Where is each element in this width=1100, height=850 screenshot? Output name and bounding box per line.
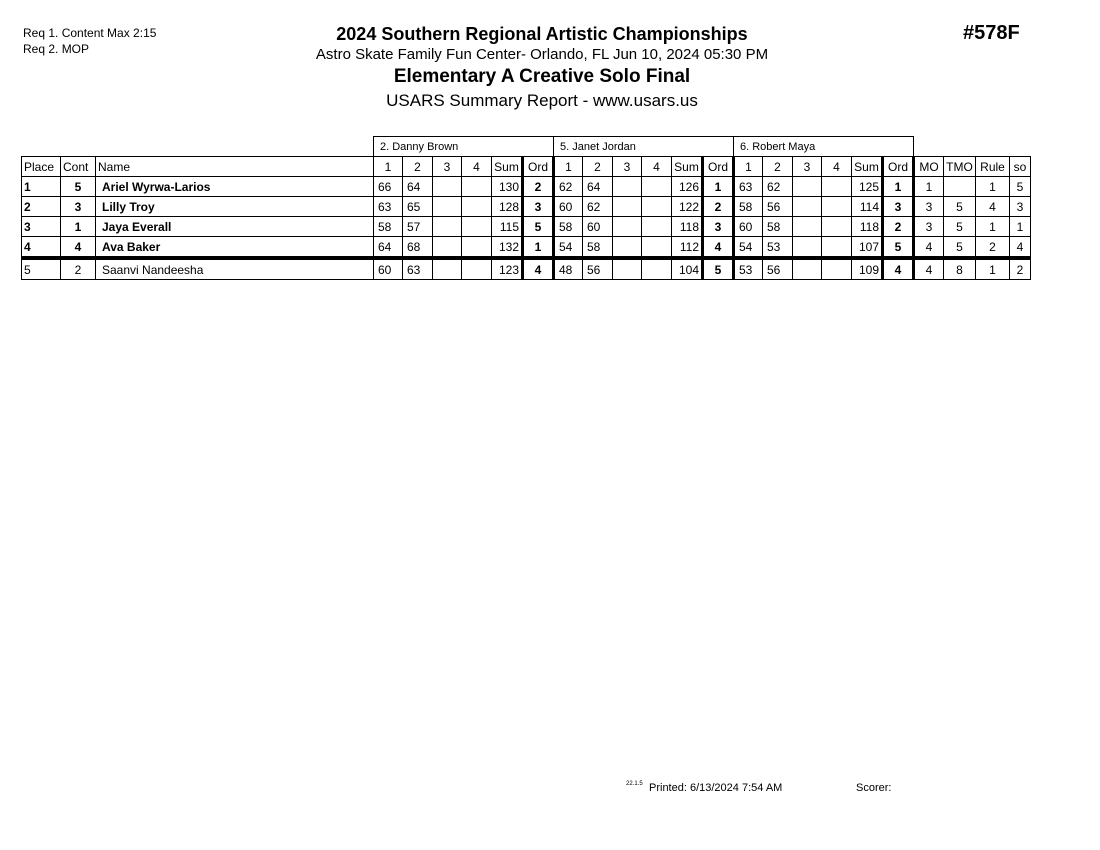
col-tmo: TMO — [944, 157, 976, 177]
place-cell: 3 — [22, 217, 61, 237]
ordinal-cell: 5 — [883, 237, 914, 259]
col-judge-2-mark-4: 4 — [642, 157, 672, 177]
mark-cell: 54 — [734, 237, 763, 259]
table-row — [22, 258, 1031, 280]
sum-cell: 132 — [492, 237, 523, 259]
judge-2-name: 5. Janet Jordan — [554, 137, 734, 157]
col-mo: MO — [914, 157, 944, 177]
place-cell: 5 — [22, 258, 61, 280]
mark-cell — [793, 217, 822, 237]
ordinal-cell: 4 — [523, 258, 554, 280]
sum-cell: 125 — [852, 177, 883, 197]
sum-cell: 126 — [672, 177, 703, 197]
mark-cell: 63 — [374, 197, 403, 217]
sum-cell: 109 — [852, 258, 883, 280]
skater-name: Jaya Everall — [96, 217, 374, 237]
requirements — [23, 25, 156, 57]
so-cell: 5 — [1010, 177, 1031, 197]
competition-title: 2024 Southern Regional Artistic Championships — [336, 24, 748, 44]
mark-cell: 63 — [403, 258, 433, 280]
col-so: so — [1010, 157, 1031, 177]
mark-cell — [613, 197, 642, 217]
tmo-cell: 5 — [944, 217, 976, 237]
mark-cell: 58 — [763, 217, 793, 237]
mark-cell — [462, 177, 492, 197]
col-judge-2-sum: Sum — [672, 157, 703, 177]
sum-cell: 104 — [672, 258, 703, 280]
mark-cell — [793, 258, 822, 280]
mark-cell: 58 — [583, 237, 613, 259]
cont-cell: 5 — [61, 177, 96, 197]
mark-cell — [462, 258, 492, 280]
mark-cell: 57 — [403, 217, 433, 237]
event-number: #578F — [963, 22, 1020, 44]
mark-cell — [613, 258, 642, 280]
table-row — [22, 217, 1031, 237]
rule-cell: 4 — [976, 197, 1010, 217]
mark-cell: 56 — [763, 197, 793, 217]
mark-cell — [462, 237, 492, 259]
place-cell: 2 — [22, 197, 61, 217]
mark-cell — [793, 197, 822, 217]
skater-name: Saanvi Nandeesha — [96, 258, 374, 280]
mark-cell — [433, 217, 462, 237]
ordinal-cell: 2 — [883, 217, 914, 237]
so-cell: 2 — [1010, 258, 1031, 280]
ordinal-cell: 3 — [703, 217, 734, 237]
mark-cell — [462, 197, 492, 217]
mark-cell: 58 — [554, 217, 583, 237]
col-judge-3-sum: Sum — [852, 157, 883, 177]
mark-cell: 62 — [554, 177, 583, 197]
mark-cell — [822, 197, 852, 217]
mark-cell: 56 — [583, 258, 613, 280]
sum-cell: 123 — [492, 258, 523, 280]
col-judge-3-ord: Ord — [883, 157, 914, 177]
mark-cell — [613, 217, 642, 237]
skater-name: Ava Baker — [96, 237, 374, 259]
sum-cell: 107 — [852, 237, 883, 259]
so-cell: 1 — [1010, 217, 1031, 237]
ordinal-cell: 1 — [883, 177, 914, 197]
so-cell: 4 — [1010, 237, 1031, 259]
table-row — [22, 237, 1031, 259]
col-judge-1-mark-2: 2 — [403, 157, 433, 177]
tmo-cell: 8 — [944, 258, 976, 280]
mark-cell — [642, 258, 672, 280]
col-judge-1-mark-1: 1 — [374, 157, 403, 177]
mark-cell — [433, 177, 462, 197]
judges-row — [22, 137, 1031, 157]
version-stamp: 22.1.5 — [626, 781, 643, 787]
col-judge-3-mark-1: 1 — [734, 157, 763, 177]
mark-cell — [822, 177, 852, 197]
col-judge-1-mark-4: 4 — [462, 157, 492, 177]
sum-cell: 118 — [672, 217, 703, 237]
col-judge-1-mark-3: 3 — [433, 157, 462, 177]
mark-cell: 65 — [403, 197, 433, 217]
col-judge-2-mark-1: 1 — [554, 157, 583, 177]
event-title: Elementary A Creative Solo Final — [393, 66, 691, 87]
mark-cell — [822, 258, 852, 280]
col-judge-1-sum: Sum — [492, 157, 523, 177]
rule-cell: 1 — [976, 258, 1010, 280]
col-judge-2-mark-3: 3 — [613, 157, 642, 177]
col-name: Name — [96, 157, 374, 177]
report-title: USARS Summary Report - www.usars.us — [386, 91, 698, 110]
cont-cell: 1 — [61, 217, 96, 237]
report-header — [180, 22, 904, 112]
ordinal-cell: 2 — [523, 177, 554, 197]
mark-cell — [433, 237, 462, 259]
cont-cell: 4 — [61, 237, 96, 259]
mark-cell — [433, 258, 462, 280]
requirement-2: Req 2. MOP — [23, 42, 90, 56]
col-judge-3-mark-3: 3 — [793, 157, 822, 177]
printed-timestamp: Printed: 6/13/2024 7:54 AM — [649, 782, 783, 794]
col-judge-3-mark-4: 4 — [822, 157, 852, 177]
table-row — [22, 177, 1031, 197]
mark-cell — [642, 237, 672, 259]
mark-cell: 54 — [554, 237, 583, 259]
col-judge-2-mark-2: 2 — [583, 157, 613, 177]
col-cont: Cont — [61, 157, 96, 177]
place-cell: 1 — [22, 177, 61, 197]
mark-cell: 62 — [583, 197, 613, 217]
mark-cell: 60 — [734, 217, 763, 237]
mark-cell: 60 — [554, 197, 583, 217]
ordinal-cell: 4 — [883, 258, 914, 280]
mark-cell: 66 — [374, 177, 403, 197]
tmo-cell: 5 — [944, 197, 976, 217]
col-judge-1-ord: Ord — [523, 157, 554, 177]
mark-cell: 63 — [734, 177, 763, 197]
mo-cell: 4 — [914, 237, 944, 259]
mark-cell — [462, 217, 492, 237]
mark-cell — [642, 217, 672, 237]
mark-cell: 58 — [374, 217, 403, 237]
judge-1-name: 2. Danny Brown — [374, 137, 554, 157]
mark-cell — [642, 177, 672, 197]
rule-cell: 2 — [976, 237, 1010, 259]
col-judge-2-ord: Ord — [703, 157, 734, 177]
judge-3-name: 6. Robert Maya — [734, 137, 914, 157]
sum-cell: 118 — [852, 217, 883, 237]
mark-cell: 53 — [763, 237, 793, 259]
mark-cell: 64 — [403, 177, 433, 197]
mark-cell — [642, 197, 672, 217]
mark-cell — [793, 177, 822, 197]
ordinal-cell: 3 — [523, 197, 554, 217]
mo-cell: 3 — [914, 197, 944, 217]
col-rule: Rule — [976, 157, 1010, 177]
mark-cell: 56 — [763, 258, 793, 280]
mark-cell — [433, 197, 462, 217]
ordinal-cell: 2 — [703, 197, 734, 217]
rule-cell: 1 — [976, 217, 1010, 237]
mark-cell — [822, 217, 852, 237]
column-header-row — [22, 157, 1031, 177]
requirement-1: Req 1. Content Max 2:15 — [23, 26, 157, 40]
ordinal-cell: 3 — [883, 197, 914, 217]
sum-cell: 130 — [492, 177, 523, 197]
ordinal-cell: 4 — [703, 237, 734, 259]
mark-cell: 58 — [734, 197, 763, 217]
sum-cell: 115 — [492, 217, 523, 237]
competition-location: Astro Skate Family Fun Center- Orlando, FL Jun 10, 2024 05:30 PM — [315, 46, 769, 63]
mark-cell: 62 — [763, 177, 793, 197]
ordinal-cell: 1 — [703, 177, 734, 197]
tmo-cell: 5 — [944, 237, 976, 259]
mark-cell: 64 — [374, 237, 403, 259]
skater-name: Ariel Wyrwa-Larios — [96, 177, 374, 197]
so-cell: 3 — [1010, 197, 1031, 217]
ordinal-cell: 5 — [703, 258, 734, 280]
mark-cell — [793, 237, 822, 259]
cont-cell: 2 — [61, 258, 96, 280]
results-table — [21, 136, 1031, 280]
rule-cell: 1 — [976, 177, 1010, 197]
mark-cell: 60 — [374, 258, 403, 280]
col-judge-3-mark-2: 2 — [763, 157, 793, 177]
mark-cell — [613, 237, 642, 259]
mark-cell: 53 — [734, 258, 763, 280]
mark-cell: 68 — [403, 237, 433, 259]
mark-cell: 60 — [583, 217, 613, 237]
mark-cell — [613, 177, 642, 197]
mo-cell: 4 — [914, 258, 944, 280]
ordinal-cell: 5 — [523, 217, 554, 237]
tmo-cell — [944, 177, 976, 197]
sum-cell: 122 — [672, 197, 703, 217]
mark-cell — [822, 237, 852, 259]
place-cell: 4 — [22, 237, 61, 259]
table-row — [22, 197, 1031, 217]
sum-cell: 112 — [672, 237, 703, 259]
sum-cell: 128 — [492, 197, 523, 217]
col-place: Place — [22, 157, 61, 177]
cont-cell: 3 — [61, 197, 96, 217]
ordinal-cell: 1 — [523, 237, 554, 259]
scorer-label: Scorer: — [856, 782, 892, 794]
mark-cell: 48 — [554, 258, 583, 280]
mo-cell: 3 — [914, 217, 944, 237]
mo-cell: 1 — [914, 177, 944, 197]
sum-cell: 114 — [852, 197, 883, 217]
skater-name: Lilly Troy — [96, 197, 374, 217]
mark-cell: 64 — [583, 177, 613, 197]
